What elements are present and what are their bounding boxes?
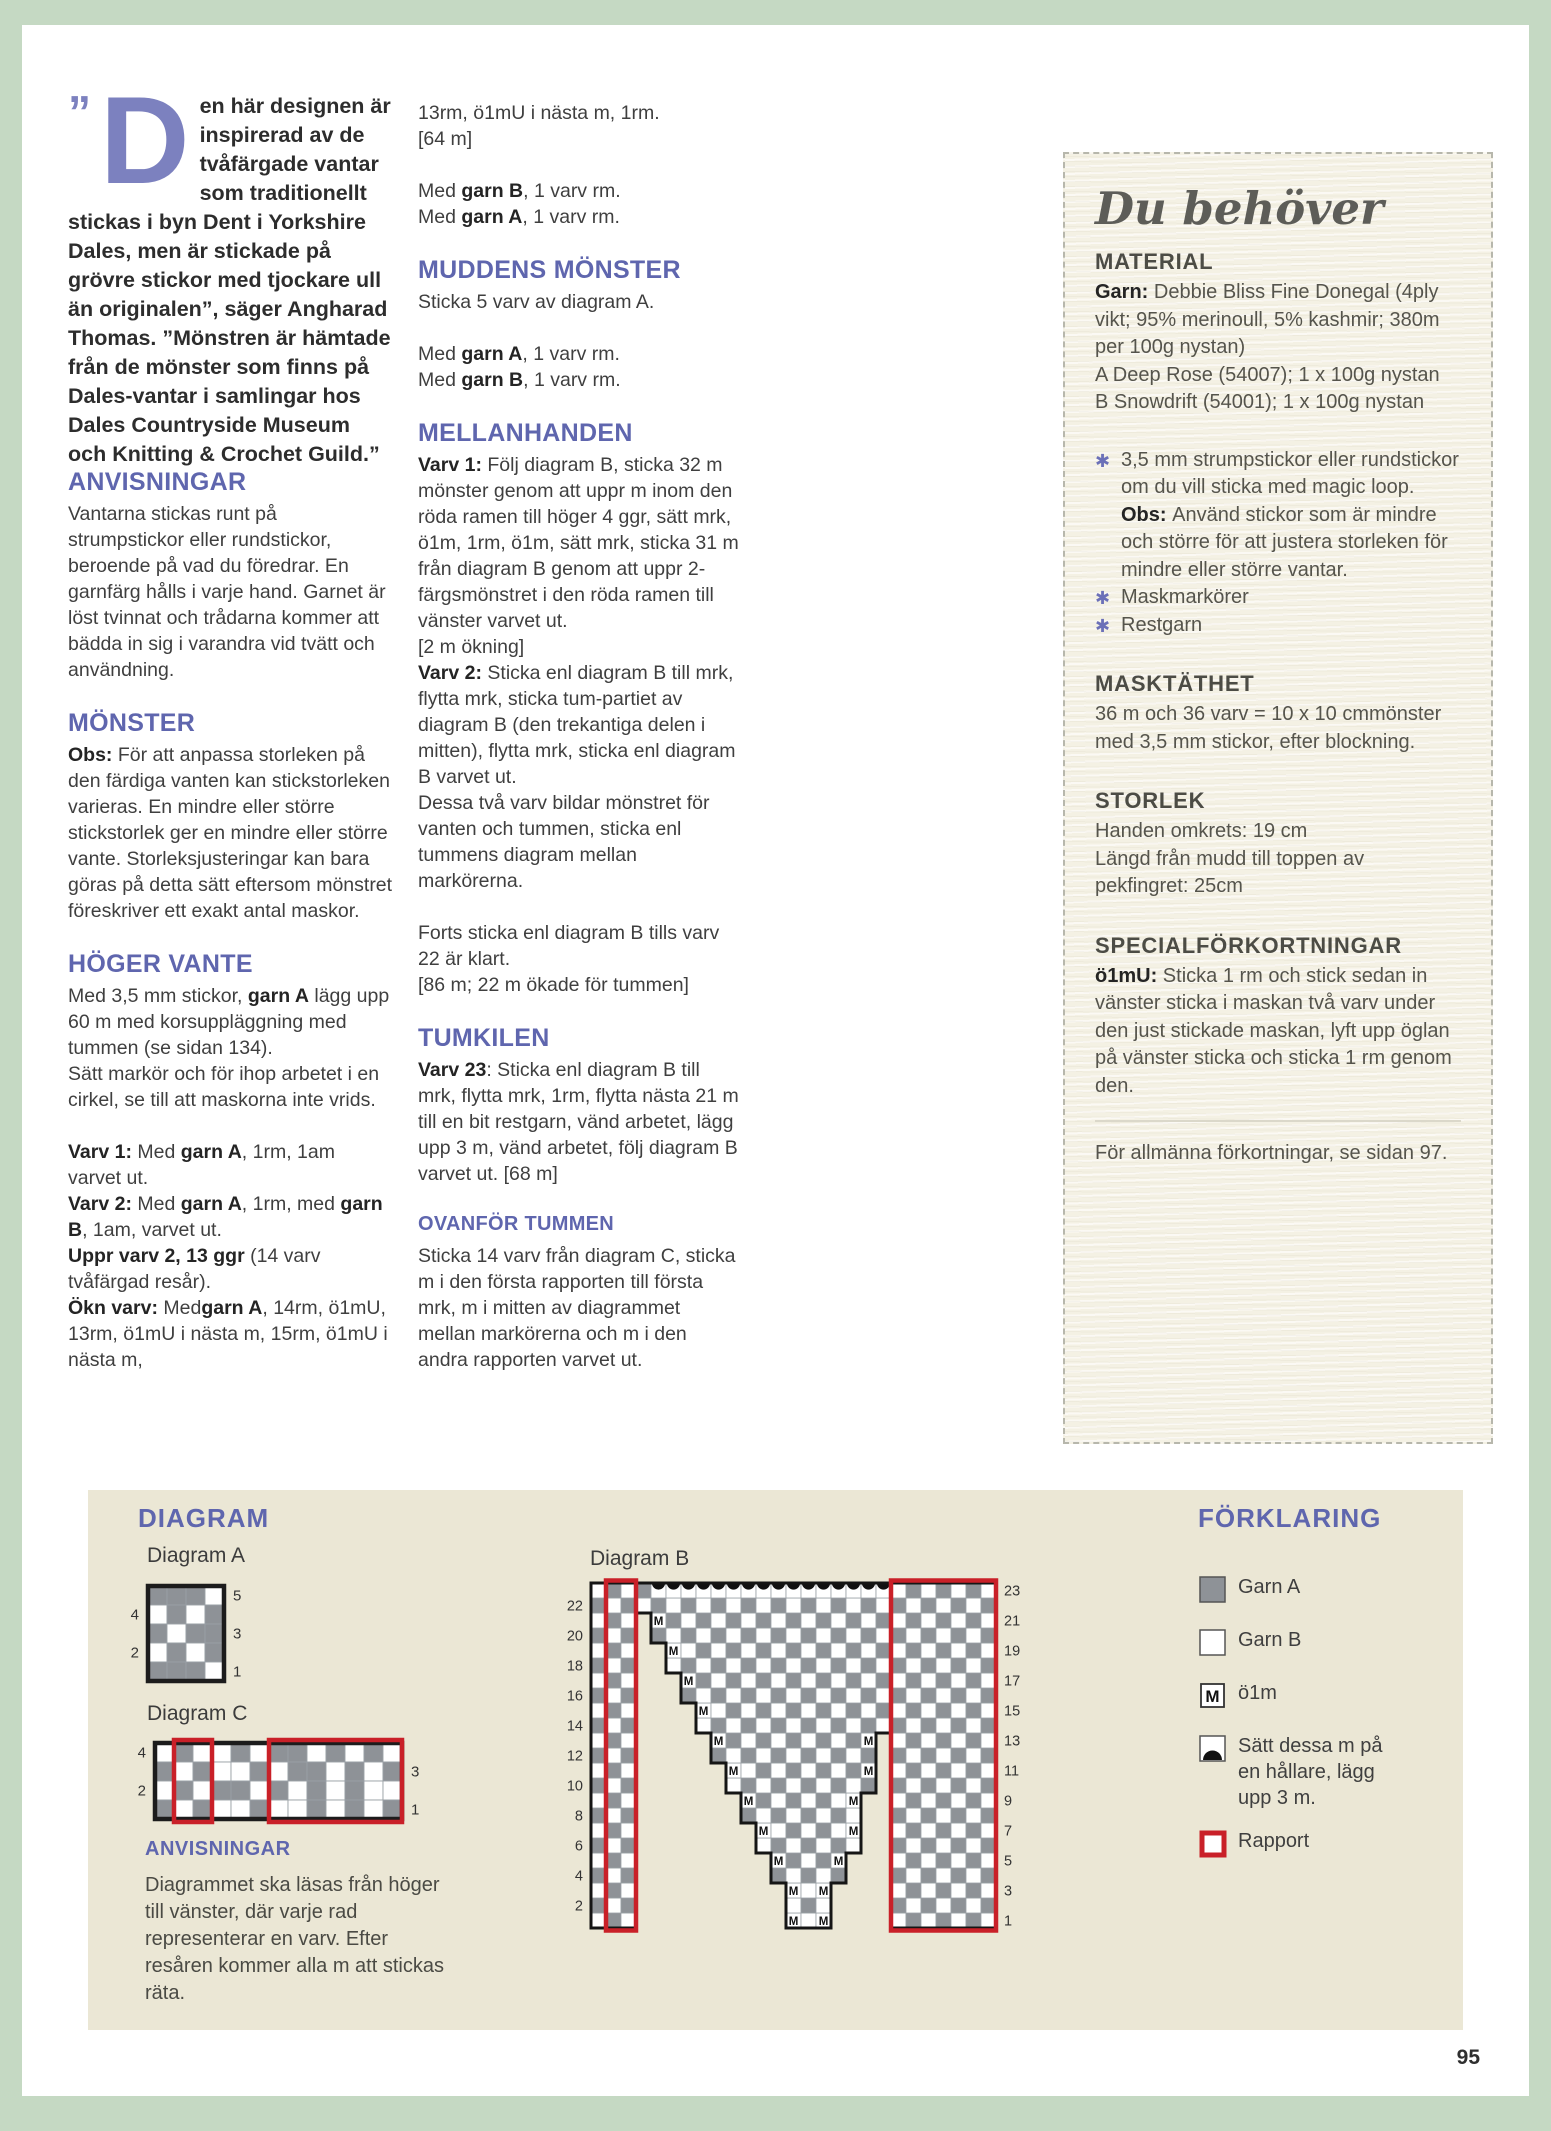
sidebar-heading-specialf-rkortningar: SPECIALFÖRKORTNINGAR bbox=[1095, 932, 1402, 958]
legend-title: FÖRKLARING bbox=[1198, 1503, 1382, 1533]
svg-text:M: M bbox=[788, 1916, 799, 1928]
svg-text:2: 2 bbox=[137, 1782, 146, 1800]
svg-text:M: M bbox=[713, 1736, 724, 1748]
text-segment: Med bbox=[137, 1193, 181, 1215]
asterisk-bullet-icon: ✱ bbox=[1095, 588, 1111, 608]
legend-label: Rapport bbox=[1238, 1830, 1310, 1852]
paragraph bbox=[418, 341, 740, 367]
text-segment: 36 m och 36 varv = 10 x 10 cmmönster med 3,5 mm stickor, efter blockning. bbox=[1095, 703, 1442, 753]
svg-text:M: M bbox=[683, 1676, 694, 1688]
sidebar-footer-note: För allmänna förkortningar, se sidan 97. bbox=[1095, 1142, 1448, 1164]
asterisk-bullet-icon: ✱ bbox=[1095, 615, 1111, 636]
text-segment: [2 m ökning] bbox=[418, 636, 525, 658]
sidebar-paragraph bbox=[1095, 362, 1461, 390]
svg-text:2: 2 bbox=[574, 1898, 583, 1915]
paragraph bbox=[68, 1243, 393, 1295]
svg-text:M: M bbox=[698, 1706, 709, 1718]
text-segment: garn A bbox=[461, 206, 523, 228]
paragraph bbox=[418, 178, 740, 204]
sidebar-paragraph bbox=[1095, 846, 1461, 901]
svg-text:5: 5 bbox=[1004, 1853, 1013, 1870]
svg-text:4: 4 bbox=[130, 1606, 139, 1624]
sidebar-sections bbox=[1095, 249, 1461, 1100]
legend-label: ö1m bbox=[1238, 1682, 1277, 1704]
text-segment: , 1rm, 1am varvet ut. bbox=[68, 1141, 335, 1189]
diagram-note-heading: ANVISNINGAR bbox=[145, 1838, 291, 1860]
sidebar-heading-maskt-thet: MASKTÄTHET bbox=[1095, 671, 1255, 696]
paragraph bbox=[68, 1061, 393, 1113]
svg-text:M: M bbox=[788, 1886, 799, 1898]
rapport-swatch-icon bbox=[1198, 1828, 1238, 1864]
legend-item-m bbox=[1198, 1680, 1438, 1716]
svg-text:3: 3 bbox=[1004, 1883, 1013, 1900]
sidebar-bullet-item bbox=[1095, 612, 1461, 640]
sidebar-section bbox=[1095, 671, 1461, 756]
svg-text:5: 5 bbox=[233, 1587, 242, 1605]
section-heading-m-nster: MÖNSTER bbox=[68, 709, 196, 737]
text-segment: Garn: bbox=[1095, 281, 1154, 303]
paragraph bbox=[418, 204, 740, 230]
text-column-2 bbox=[418, 100, 740, 1373]
text-segment: , 1 varv rm. bbox=[522, 343, 620, 365]
svg-text:M: M bbox=[863, 1766, 874, 1778]
paragraph bbox=[68, 1191, 393, 1243]
text-segment: garn A bbox=[201, 1297, 263, 1319]
mount-c-svg bbox=[127, 1735, 428, 1827]
paragraph bbox=[418, 660, 740, 790]
svg-text:3: 3 bbox=[233, 1625, 242, 1643]
legend-item-rapport bbox=[1198, 1828, 1438, 1864]
paragraph bbox=[418, 452, 740, 634]
diagram-a-label: Diagram A bbox=[147, 1544, 246, 1567]
svg-text:7: 7 bbox=[1004, 1823, 1013, 1840]
text-segment: Med bbox=[418, 180, 462, 202]
text-segment: Obs: bbox=[68, 744, 118, 766]
sidebar-divider bbox=[1095, 1120, 1461, 1122]
svg-text:23: 23 bbox=[1004, 1583, 1021, 1600]
sidebar-section bbox=[1095, 249, 1461, 417]
svg-text:M: M bbox=[848, 1796, 859, 1808]
text-segment: Med bbox=[418, 206, 462, 228]
svg-text:22: 22 bbox=[566, 1598, 583, 1615]
diagram-c-chart bbox=[127, 1735, 428, 1832]
text-segment: garn B bbox=[461, 369, 524, 391]
page-number: 95 bbox=[1456, 2046, 1480, 2069]
svg-text:13: 13 bbox=[1004, 1733, 1021, 1750]
text-segment: Forts sticka enl diagram B tills varv 22 är klart. bbox=[418, 922, 720, 970]
text-segment: Maskmarkörer bbox=[1121, 586, 1249, 608]
text-segment: Följ diagram B, sticka 32 m mönster genom att uppr m inom den röda ramen till höger 4 ggr, sätt mrk, ö1m, 1rm, ö1m, sätt mrk, sticka 31 m från diagram B genom att uppr 2-färgsmönstret i den röda ramen till vänster varvet ut. bbox=[418, 454, 739, 632]
text-segment: Med bbox=[418, 343, 462, 365]
text-segment: Vantarna stickas runt på strumpstickor eller rundstickor, beroende på vad du föredrar. En garnfärg hålls i varje hand. Garnet är löst tvinnat och trådarna kommer att bädda in sig i varandra vid tvätt och användning. bbox=[68, 503, 386, 681]
text-segment: garn B bbox=[461, 180, 524, 202]
svg-text:M: M bbox=[848, 1826, 859, 1838]
svg-text:18: 18 bbox=[566, 1658, 583, 1675]
sidebar-bullet-item bbox=[1095, 447, 1461, 502]
diagram-b-label: Diagram B bbox=[590, 1547, 690, 1570]
svg-text:11: 11 bbox=[1004, 1763, 1020, 1780]
intro-paragraph bbox=[68, 72, 393, 469]
m-swatch-icon bbox=[1198, 1680, 1238, 1716]
svg-text:9: 9 bbox=[1004, 1793, 1013, 1810]
diagram-panel bbox=[88, 1490, 1463, 2030]
svg-text:M: M bbox=[818, 1916, 829, 1928]
paragraph bbox=[418, 634, 740, 660]
text-segment: ö1mU: bbox=[1095, 964, 1163, 987]
page-frame-bottom bbox=[0, 2096, 1551, 2131]
text-segment: lägg upp 60 m med korsuppläggning med tummen (se sidan 134). bbox=[68, 985, 390, 1059]
text-segment: Dessa två varv bildar mönstret för vanten och tummen, sticka enl tummens diagram mellan markörerna. bbox=[418, 792, 710, 892]
paragraph bbox=[418, 972, 740, 998]
page-frame-right bbox=[1529, 0, 1551, 2131]
section-heading-ovanf-r-tummen: OVANFÖR TUMMEN bbox=[418, 1213, 615, 1235]
svg-text:20: 20 bbox=[566, 1628, 583, 1645]
svg-text:8: 8 bbox=[574, 1808, 583, 1825]
garnB-swatch-icon bbox=[1198, 1627, 1238, 1663]
svg-text:3: 3 bbox=[411, 1763, 420, 1781]
diagram-c-label: Diagram C bbox=[147, 1702, 248, 1725]
paragraph bbox=[418, 367, 740, 393]
svg-text:2: 2 bbox=[130, 1644, 139, 1662]
paragraph bbox=[418, 1243, 740, 1373]
text-segment: garn A bbox=[461, 343, 523, 365]
mount-a-svg bbox=[120, 1578, 250, 1689]
sidebar-title: Du behöver bbox=[1095, 182, 1384, 235]
legend-label: Sätt dessa m på en hållare, lägg upp 3 m. bbox=[1238, 1735, 1383, 1809]
legend-label: Garn A bbox=[1238, 1576, 1301, 1598]
svg-text:M: M bbox=[758, 1826, 769, 1838]
svg-text:M: M bbox=[1205, 1687, 1220, 1706]
text-segment: Med bbox=[137, 1141, 181, 1163]
section-heading-muddens-m-nster: MUDDENS MÖNSTER bbox=[418, 256, 681, 284]
paragraph bbox=[418, 920, 740, 972]
text-segment: Varv 2: bbox=[418, 662, 488, 684]
legend bbox=[1198, 1574, 1438, 1881]
text-segment: Sätt markör och för ihop arbetet i en cirkel, se till att maskorna inte vrids. bbox=[68, 1063, 380, 1111]
sidebar-bullet-item bbox=[1095, 584, 1461, 612]
text-segment: Med bbox=[418, 369, 462, 391]
text-segment: garn B bbox=[68, 1193, 383, 1241]
text-segment: garn A bbox=[247, 985, 309, 1007]
sidebar-paragraph bbox=[1095, 818, 1461, 846]
paragraph bbox=[418, 126, 740, 152]
holder-swatch-icon bbox=[1198, 1733, 1238, 1769]
text-segment: [86 m; 22 m ökade för tummen] bbox=[418, 974, 689, 996]
svg-text:6: 6 bbox=[574, 1838, 583, 1855]
diagram-b-svg bbox=[557, 1575, 1026, 1936]
text-segment: Varv 1: bbox=[418, 454, 488, 476]
text-segment: , 1rm, med bbox=[241, 1193, 341, 1215]
text-segment: Varv 1: bbox=[68, 1141, 138, 1163]
sidebar-section bbox=[1095, 447, 1461, 640]
text-segment: Med bbox=[163, 1297, 202, 1319]
text-segment: 13rm, ö1mU i nästa m, 1rm. bbox=[418, 102, 660, 124]
svg-text:10: 10 bbox=[566, 1778, 583, 1795]
paragraph bbox=[418, 1057, 740, 1187]
text-segment: [64 m] bbox=[418, 128, 473, 150]
text-segment: Sticka 1 rm och stick sedan in vänster sticka i maskan två varv under den just stickade maskan, lyft upp öglan på vänster sticka och sticka 1 rm genom den. bbox=[1095, 964, 1452, 1097]
section-heading-mellanhanden: MELLANHANDEN bbox=[418, 419, 633, 447]
text-segment: Varv 23 bbox=[418, 1059, 487, 1081]
page-frame-left bbox=[0, 0, 22, 2131]
svg-text:M: M bbox=[773, 1856, 784, 1868]
text-segment: För att anpassa storleken på den färdiga vanten kan stickstorleken varieras. En mindre eller större stickstorlek ger en mindre eller större vante. Storleksjusteringar kan bara göras på detta sätt eftersom mönstret föreskriver ett exakt antal maskor. bbox=[68, 744, 393, 922]
paragraph bbox=[68, 501, 393, 683]
page-frame-top bbox=[0, 0, 1551, 25]
text-segment: , 1am, varvet ut. bbox=[82, 1219, 222, 1241]
text-segment: garn A bbox=[180, 1193, 242, 1215]
text-segment: Handen omkrets: 19 cm bbox=[1095, 820, 1308, 842]
text-segment: , 1 varv rm. bbox=[523, 180, 621, 202]
column1-sections bbox=[68, 469, 393, 1373]
sidebar-section bbox=[1095, 933, 1461, 1101]
svg-text:M: M bbox=[743, 1796, 754, 1808]
paragraph bbox=[418, 289, 740, 315]
svg-text:16: 16 bbox=[566, 1688, 583, 1705]
svg-text:M: M bbox=[818, 1886, 829, 1898]
text-segment: Längd från mudd till toppen av pekfingret: 25cm bbox=[1095, 847, 1365, 897]
text-segment: (14 varv tvåfärgad resår). bbox=[68, 1245, 321, 1293]
sidebar-paragraph bbox=[1095, 279, 1461, 362]
text-segment: Restgarn bbox=[1121, 613, 1203, 636]
svg-text:M: M bbox=[668, 1646, 679, 1658]
text-segment: Ökn varv: bbox=[68, 1297, 164, 1319]
diagram-panel-title: DIAGRAM bbox=[138, 1503, 270, 1533]
text-segment: : Sticka enl diagram B till mrk, flytta mrk, 1rm, flytta nästa 21 m till en bit restgarn, vänd arbetet, lägg upp 3 m, vänd arbetet, följ diagram B varvet ut. [68 m] bbox=[418, 1059, 739, 1185]
sidebar-heading-storlek: STORLEK bbox=[1095, 788, 1206, 813]
svg-text:M: M bbox=[728, 1766, 739, 1778]
text-segment: Debbie Bliss Fine Donegal (4ply vikt; 95% merinoull, 5% kashmir; 380m per 100g nystan) bbox=[1095, 281, 1440, 358]
opening-quote-mark: ” bbox=[68, 86, 91, 138]
text-segment: , 1 varv rm. bbox=[522, 206, 620, 228]
sidebar-section bbox=[1095, 788, 1461, 901]
sidebar-paragraph bbox=[1095, 701, 1461, 756]
paragraph bbox=[418, 790, 740, 894]
legend-label: Garn B bbox=[1238, 1629, 1302, 1651]
intro-text: en här designen är inspirerad av de tvåfärgade vantar som traditionellt stickas i byn Dent i Yorkshire Dales, men är stickade på grövre stickor med tjockare ull än originalen”, säger Angharad Thomas. ”Mönstren är hämtade från de mönster som finns på Dales-vantar i samlingar hos Dales Countryside Museum och Knitting & Crochet Guild.” bbox=[68, 94, 391, 466]
svg-text:12: 12 bbox=[566, 1748, 583, 1765]
text-segment: garn A bbox=[180, 1141, 242, 1163]
paragraph bbox=[68, 742, 393, 924]
svg-text:M: M bbox=[863, 1736, 874, 1748]
svg-text:4: 4 bbox=[574, 1868, 583, 1885]
svg-text:M: M bbox=[833, 1856, 844, 1868]
paragraph bbox=[68, 1139, 393, 1191]
sidebar-paragraph bbox=[1095, 502, 1461, 585]
section-heading-h-ger-vante: HÖGER VANTE bbox=[68, 950, 253, 978]
legend-item-garnA bbox=[1198, 1574, 1438, 1610]
text-segment: A Deep Rose (54007); 1 x 100g nystan bbox=[1095, 363, 1440, 386]
text-segment: Sticka 5 varv av diagram A. bbox=[418, 291, 655, 313]
diagram-a-chart bbox=[120, 1578, 250, 1694]
text-column-1 bbox=[68, 72, 393, 1373]
drop-cap: D bbox=[100, 72, 190, 210]
text-segment: Obs: bbox=[1121, 503, 1173, 526]
text-segment: Varv 2: bbox=[68, 1193, 138, 1215]
paragraph bbox=[418, 100, 740, 126]
diagram-note-text: Diagrammet ska läsas från höger till vänster, där varje rad representerar en varv. Efter resåren kommer alla m att stickas räta. bbox=[145, 1874, 444, 2004]
sidebar-heading-material: MATERIAL bbox=[1095, 249, 1214, 274]
text-segment: , 1 varv rm. bbox=[523, 369, 621, 391]
you-need-sidebar bbox=[1063, 152, 1493, 1444]
text-segment: , 14rm, ö1mU, 13rm, ö1mU i nästa m, 15rm, ö1mU i nästa m, bbox=[68, 1297, 388, 1371]
text-segment: Sticka enl diagram B till mrk, flytta mrk, sticka tum-partiet av diagram B (den trekantiga delen i mitten), flytta mrk, sticka enl diagram B varvet ut. bbox=[418, 662, 736, 788]
garnA-swatch-icon bbox=[1198, 1574, 1238, 1610]
section-heading-anvisningar: ANVISNINGAR bbox=[68, 468, 247, 496]
text-segment: 3,5 mm strumpstickor eller rundstickor om du vill sticka med magic loop. bbox=[1121, 448, 1459, 498]
sidebar-paragraph bbox=[1095, 389, 1461, 417]
paragraph bbox=[68, 1295, 393, 1373]
text-segment: Med 3,5 mm stickor, bbox=[68, 985, 248, 1007]
column2-sections bbox=[418, 100, 740, 1373]
svg-text:14: 14 bbox=[566, 1718, 583, 1735]
svg-text:21: 21 bbox=[1004, 1613, 1021, 1630]
svg-text:M: M bbox=[653, 1616, 664, 1628]
svg-text:1: 1 bbox=[233, 1663, 242, 1681]
paragraph bbox=[68, 983, 393, 1061]
svg-text:19: 19 bbox=[1004, 1643, 1021, 1660]
svg-text:15: 15 bbox=[1004, 1703, 1021, 1720]
text-segment: B Snowdrift (54001); 1 x 100g nystan bbox=[1095, 391, 1425, 413]
svg-text:4: 4 bbox=[137, 1744, 146, 1762]
section-heading-tumkilen: TUMKILEN bbox=[418, 1024, 550, 1052]
text-segment: Uppr varv 2, 13 ggr bbox=[68, 1245, 251, 1267]
sidebar-paragraph bbox=[1095, 963, 1461, 1101]
diagram-b-chart bbox=[557, 1575, 1026, 1941]
asterisk-bullet-icon: ✱ bbox=[1095, 450, 1111, 471]
legend-item-holder bbox=[1198, 1733, 1438, 1811]
text-segment: Använd stickor som är mindre och större för att justera storleken för mindre eller större vantar. bbox=[1121, 503, 1448, 581]
text-segment: Sticka 14 varv från diagram C, sticka m i den första rapporten till första mrk, m i mitten av diagrammet mellan markörerna och m i den andra rapporten varvet ut. bbox=[418, 1245, 736, 1371]
svg-text:1: 1 bbox=[1004, 1913, 1013, 1930]
svg-text:17: 17 bbox=[1004, 1673, 1021, 1690]
svg-text:1: 1 bbox=[411, 1801, 420, 1819]
legend-item-garnB bbox=[1198, 1627, 1438, 1663]
